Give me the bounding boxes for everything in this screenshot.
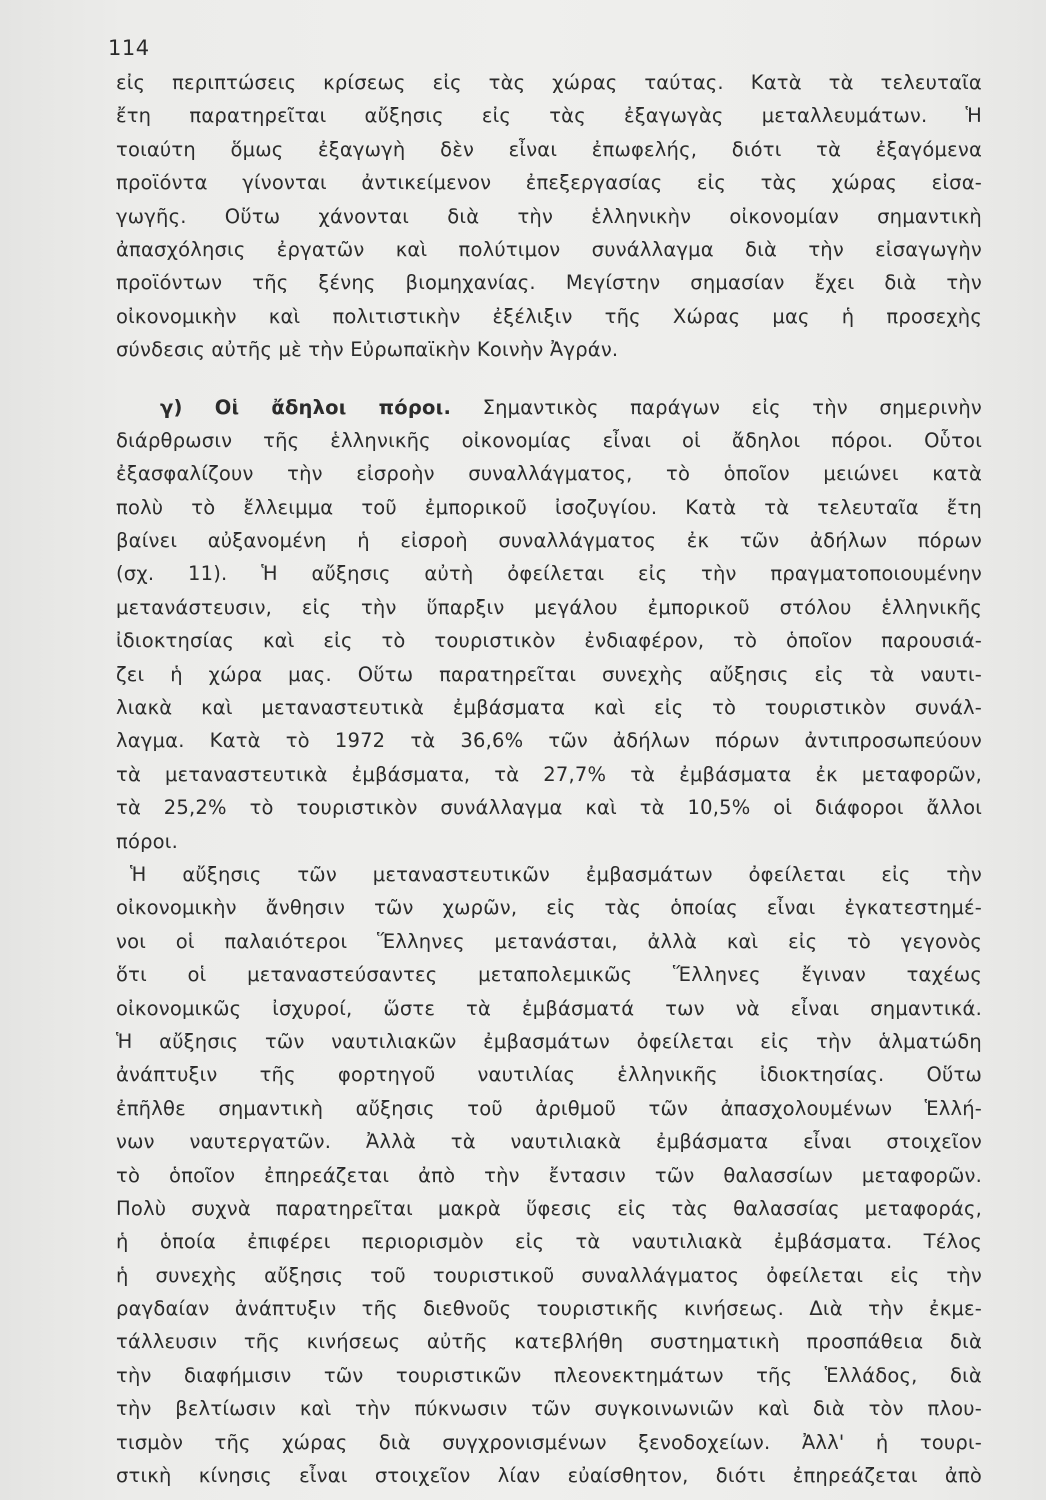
text-line: τισμὸν τῆς χώρας διὰ συγχρονισμένων ξενοδοχείων. Ἀλλ' ἡ τουρι- [116,1430,982,1454]
text-line: (σχ. 11). Ἡ αὔξησις αὐτὴ ὀφείλεται εἰς τὴν πραγματοποιουμένην [116,562,982,586]
text-line: οἰκονομικὴν ἄνθησιν τῶν χωρῶν, εἰς τὰς ὁποίας εἶναι ἐγκατεστημέ- [116,896,982,920]
page-number: 114 [108,36,150,60]
section-heading: γ) Οἱ ἄδηλοι πόροι. [160,395,452,419]
text-line: τοιαύτη ὅμως ἐξαγωγὴ δὲν εἶναι ἐπωφελής, διότι τὰ ἐξαγόμενα [116,137,982,161]
text-line: εἰς περιπτώσεις κρίσεως εἰς τὰς χώρας ταύτας. Κατὰ τὰ τελευταῖα [116,71,982,94]
text-line: νων ναυτεργατῶν. Ἀλλὰ τὰ ναυτιλιακὰ ἐμβάσματα εἶναι στοιχεῖον [116,1130,982,1154]
text-line: ἐπῆλθε σημαντικὴ αὔξησις τοῦ ἀριθμοῦ τῶν ἀπασχολουμένων Ἑλλή- [116,1096,982,1120]
text-line: διάρθρωσιν τῆς ἑλληνικῆς οἰκονομίας εἶναι οἱ ἄδηλοι πόροι. Οὗτοι [116,428,982,452]
text-line: οἰκονομικὴν καὶ πολιτιστικὴν ἐξέλιξιν τῆς Χώρας μας ἡ προσεχὴς [116,304,982,328]
text-line: τάλλευσιν τῆς κινήσεως αὐτῆς κατεβλήθη συστηματικὴ προσπάθεια διὰ [116,1330,982,1354]
text-line: βαίνει αὐξανομένη ἡ εἰσροὴ συναλλάγματος ἐκ τῶν ἀδήλων πόρων [116,529,982,553]
text-line: πολὺ τὸ ἔλλειμμα τοῦ ἐμπορικοῦ ἰσοζυγίου. Κατὰ τὰ τελευταῖα ἔτη [116,495,982,519]
text-line: ἰδιοκτησίας καὶ εἰς τὸ τουριστικὸν ἐνδιαφέρον, τὸ ὁποῖον παρουσιά- [116,629,982,653]
text-line: προϊόντα γίνονται ἀντικείμενον ἐπεξεργασίας εἰς τὰς χώρας εἰσα- [116,171,982,195]
text-line: ἀπασχόλησις ἐργατῶν καὶ πολύτιμον συνάλλαγμα διὰ τὴν εἰσαγωγὴν [116,237,982,261]
text-line: προϊόντων τῆς ξένης βιομηχανίας. Μεγίστην σημασίαν ἔχει διὰ τὴν [116,271,982,295]
text-line: Ἡ αὔξησις τῶν ναυτιλιακῶν ἐμβασμάτων ὀφείλεται εἰς τὴν ἁλματώδη [116,1029,982,1053]
text-line: μετανάστευσιν, εἰς τὴν ὕπαρξιν μεγάλου ἐμπορικοῦ στόλου ἑλληνικῆς [116,595,982,619]
text-line: νοι οἱ παλαιότεροι Ἕλληνες μετανάσται, ἀλλὰ καὶ εἰς τὸ γεγονὸς [116,929,982,953]
body-text [116,66,982,1492]
text-line: Ἡ αὔξησις τῶν μεταναστευτικῶν ἐμβασμάτων ὀφείλεται εἰς τὴν [130,862,982,886]
text-line: ἡ συνεχὴς αὔξησις τοῦ τουριστικοῦ συναλλάγματος ὀφείλεται εἰς τὴν [116,1263,982,1287]
text-line: τὸ ὁποῖον ἐπηρεάζεται ἀπὸ τὴν ἔντασιν τῶν θαλασσίων μεταφορῶν. [116,1163,982,1187]
text-line: σύνδεσις αὐτῆς μὲ τὴν Εὐρωπαϊκὴν Κοινὴν Ἀγράν. [116,338,619,362]
text-line: πόροι. [116,829,178,853]
text-line: Πολὺ συχνὰ παρατηρεῖται μακρὰ ὕφεσις εἰς τὰς θαλασσίας μεταφοράς, [116,1196,982,1220]
text-line: λαγμα. Κατὰ τὸ 1972 τὰ 36,6% τῶν ἀδήλων πόρων ἀντιπροσωπεύουν [116,729,982,753]
text-line: ἐξασφαλίζουν τὴν εἰσροὴν συναλλάγματος, τὸ ὁποῖον μειώνει κατὰ [116,462,982,486]
text-line: στικὴ κίνησις εἶναι στοιχεῖον λίαν εὐαίσθητον, διότι ἐπηρεάζεται ἀπὸ [116,1464,982,1488]
text-line: ἡ ὁποία ἐπιφέρει περιορισμὸν εἰς τὰ ναυτιλιακὰ ἐμβάσματα. Τέλος [116,1230,982,1254]
paragraph-3 [116,858,982,1492]
text-line: ἔτη παρατηρεῖται αὔξησις εἰς τὰς ἐξαγωγὰς μεταλλευμάτων. Ἡ [116,104,982,128]
text-line: ζει ἡ χώρα μας. Οὕτω παρατηρεῖται συνεχὴς αὔξησις εἰς τὰ ναυτι- [116,662,982,686]
section-heading-line [116,391,982,424]
text-line: λιακὰ καὶ μεταναστευτικὰ ἐμβάσματα καὶ εἰς τὸ τουριστικὸν συνάλ- [116,696,982,720]
text-line: τὴν διαφήμισιν τῶν τουριστικῶν πλεονεκτημάτων τῆς Ἑλλάδος, διὰ [116,1363,982,1387]
section-gamma [116,391,982,858]
text-line: οἰκονομικῶς ἰσχυροί, ὥστε τὰ ἐμβάσματά των νὰ εἶναι σημαντικά. [116,996,982,1020]
text-line: γωγῆς. Οὕτω χάνονται διὰ τὴν ἑλληνικὴν οἰκονομίαν σημαντικὴ [116,204,982,228]
paragraph-1 [116,66,982,367]
text-line: ραγδαίαν ἀνάπτυξιν τῆς διεθνοῦς τουριστικῆς κινήσεως. Διὰ τὴν ἐκμε- [116,1297,982,1321]
text-line: τὰ μεταναστευτικὰ ἐμβάσματα, τὰ 27,7% τὰ ἐμβάσματα ἐκ μεταφορῶν, [116,762,982,786]
text-line: ὅτι οἱ μεταναστεύσαντες μεταπολεμικῶς Ἕλληνες ἔγιναν ταχέως [116,963,982,987]
text-line: ἀνάπτυξιν τῆς φορτηγοῦ ναυτιλίας ἑλληνικῆς ἰδιοκτησίας. Οὕτω [116,1063,982,1087]
text-line: τὰ 25,2% τὸ τουριστικὸν συνάλλαγμα καὶ τὰ 10,5% οἱ διάφοροι ἄλλοι [116,796,982,820]
text-line: τὴν βελτίωσιν καὶ τὴν πύκνωσιν τῶν συγκοινωνιῶν καὶ διὰ τὸν πλου- [116,1397,982,1421]
heading-line-rest: Σημαντικὸς παράγων εἰς τὴν σημερινὴν [451,395,982,419]
